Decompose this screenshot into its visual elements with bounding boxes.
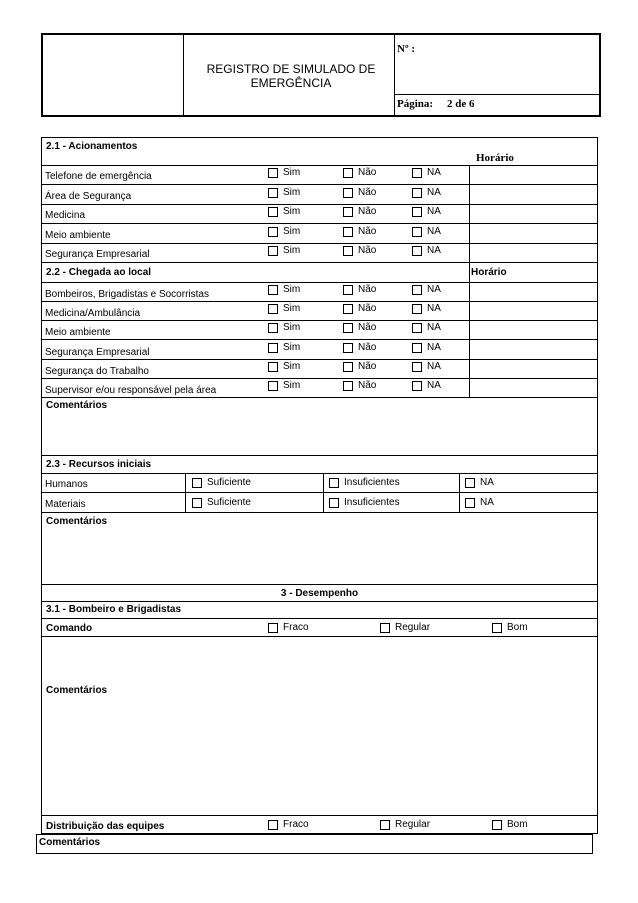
chegada-4-option-label: Sim	[283, 361, 301, 372]
acionamento-1-option-label: Sim	[283, 187, 301, 198]
section-2-3-title: 2.3 - Recursos iniciais	[46, 459, 152, 470]
chegada-row-label: Segurança Empresarial	[45, 347, 150, 358]
row-divider	[41, 455, 598, 456]
chegada-2-checkbox-1[interactable]	[343, 323, 353, 333]
acionamento-2-option-label: Não	[358, 206, 377, 217]
chegada-row-label: Segurança do Trabalho	[45, 366, 149, 377]
acionamento-4-checkbox-1[interactable]	[343, 246, 353, 256]
form-grid	[41, 137, 598, 834]
chegada-2-checkbox-2[interactable]	[412, 323, 422, 333]
recurso-option-label: Insuficientes	[344, 497, 400, 508]
recurso-1-checkbox-0[interactable]	[192, 498, 202, 508]
distribuicao-label: Distribuição das equipes	[46, 821, 165, 832]
acionamento-3-option-label: Sim	[283, 226, 301, 237]
row-divider	[41, 339, 598, 340]
page-value: 2 de 6	[447, 98, 475, 110]
chegada-5-option-label: Sim	[283, 380, 301, 391]
chegada-3-checkbox-2[interactable]	[412, 343, 422, 353]
chegada-row-label: Bombeiros, Brigadistas e Socorristas	[45, 289, 209, 300]
acionamento-3-option-label: NA	[427, 226, 441, 237]
section-2-2-title: 2.2 - Chegada ao local	[46, 267, 152, 278]
row-divider	[41, 184, 598, 185]
chegada-4-checkbox-0[interactable]	[268, 362, 278, 372]
acionamento-4-option-label: NA	[427, 245, 441, 256]
chegada-3-checkbox-1[interactable]	[343, 343, 353, 353]
acionamento-0-option-label: NA	[427, 167, 441, 178]
chegada-3-option-label: Sim	[283, 342, 301, 353]
row-divider	[41, 601, 598, 602]
final-comments-label: Comentários	[39, 837, 101, 848]
acionamento-1-checkbox-2[interactable]	[412, 188, 422, 198]
desempenho-option-label: Regular	[395, 622, 431, 633]
row-divider	[41, 165, 598, 166]
comments-label: Comentários	[46, 516, 108, 527]
form-title: REGISTRO DE SIMULADO DE EMERGÊNCIA	[206, 62, 376, 90]
row-divider	[41, 204, 598, 205]
acionamento-row-label: Telefone de emergência	[45, 171, 152, 182]
recurso-option-label: Insuficientes	[344, 477, 400, 488]
acionamento-0-checkbox-1[interactable]	[343, 168, 353, 178]
desempenho-option-label: Fraco	[283, 622, 309, 633]
acionamento-3-checkbox-2[interactable]	[412, 227, 422, 237]
recurso-option-label: Suficiente	[207, 497, 251, 508]
recurso-0-checkbox-2[interactable]	[465, 478, 475, 488]
desempenho-0-checkbox-2[interactable]	[492, 623, 502, 633]
chegada-0-option-label: Sim	[283, 284, 301, 295]
acionamento-3-checkbox-0[interactable]	[268, 227, 278, 237]
chegada-row-label: Medicina/Ambulância	[45, 308, 141, 319]
acionamento-1-checkbox-1[interactable]	[343, 188, 353, 198]
recurso-1-checkbox-2[interactable]	[465, 498, 475, 508]
chegada-0-checkbox-1[interactable]	[343, 285, 353, 295]
column-divider	[323, 473, 324, 512]
horario-header: Horário	[476, 152, 514, 164]
chegada-0-option-label: Não	[358, 284, 377, 295]
acionamento-2-checkbox-1[interactable]	[343, 207, 353, 217]
chegada-3-checkbox-0[interactable]	[268, 343, 278, 353]
chegada-5-option-label: NA	[427, 380, 441, 391]
acionamento-1-option-label: NA	[427, 187, 441, 198]
row-divider	[41, 320, 598, 321]
recurso-0-checkbox-1[interactable]	[329, 478, 339, 488]
chegada-0-option-label: NA	[427, 284, 441, 295]
acionamento-row-label: Medicina	[45, 210, 86, 221]
horario-header: Horário	[471, 267, 507, 278]
acionamento-row-label: Área de Segurança	[45, 191, 132, 202]
desempenho-0-checkbox-0[interactable]	[268, 623, 278, 633]
row-divider	[41, 584, 598, 585]
chegada-3-option-label: Não	[358, 342, 377, 353]
recurso-option-label: Suficiente	[207, 477, 251, 488]
desempenho-option-label: Fraco	[283, 819, 309, 830]
row-divider	[41, 636, 598, 637]
acionamento-row-label: Meio ambiente	[45, 230, 111, 241]
acionamento-0-checkbox-0[interactable]	[268, 168, 278, 178]
desempenho-0-checkbox-1[interactable]	[380, 623, 390, 633]
row-divider	[41, 512, 598, 513]
chegada-0-checkbox-0[interactable]	[268, 285, 278, 295]
header-divider	[183, 35, 184, 115]
recurso-option-label: NA	[480, 497, 494, 508]
row-divider	[41, 359, 598, 360]
acionamento-2-option-label: NA	[427, 206, 441, 217]
comments-label: Comentários	[46, 400, 108, 411]
chegada-2-option-label: Não	[358, 322, 377, 333]
chegada-1-option-label: Não	[358, 303, 377, 314]
acionamento-0-option-label: Sim	[283, 167, 301, 178]
row-divider	[41, 397, 598, 398]
chegada-0-checkbox-2[interactable]	[412, 285, 422, 295]
row-divider	[41, 815, 598, 816]
section-3-1-title: 3.1 - Bombeiro e Brigadistas	[46, 604, 182, 615]
column-divider	[459, 473, 460, 512]
desempenho-1-checkbox-0[interactable]	[268, 820, 278, 830]
desempenho-option-label: Regular	[395, 819, 431, 830]
acionamento-0-option-label: Não	[358, 167, 377, 178]
final-comments-row	[36, 834, 593, 854]
acionamento-4-checkbox-0[interactable]	[268, 246, 278, 256]
column-divider	[185, 473, 186, 512]
chegada-1-checkbox-1[interactable]	[343, 304, 353, 314]
acionamento-4-option-label: Não	[358, 245, 377, 256]
row-divider	[41, 473, 598, 474]
chegada-1-option-label: Sim	[283, 303, 301, 314]
desempenho-1-checkbox-1[interactable]	[380, 820, 390, 830]
chegada-5-checkbox-2[interactable]	[412, 381, 422, 391]
recurso-1-checkbox-1[interactable]	[329, 498, 339, 508]
row-divider	[41, 243, 598, 244]
acionamento-1-option-label: Não	[358, 187, 377, 198]
section-2-1-title: 2.1 - Acionamentos	[46, 141, 138, 152]
chegada-1-checkbox-2[interactable]	[412, 304, 422, 314]
acionamento-3-checkbox-1[interactable]	[343, 227, 353, 237]
chegada-2-option-label: Sim	[283, 322, 301, 333]
column-divider	[469, 282, 470, 397]
chegada-4-checkbox-2[interactable]	[412, 362, 422, 372]
recurso-option-label: NA	[480, 477, 494, 488]
chegada-row-label: Meio ambiente	[45, 327, 111, 338]
chegada-1-option-label: NA	[427, 303, 441, 314]
chegada-2-checkbox-0[interactable]	[268, 323, 278, 333]
desempenho-option-label: Bom	[507, 622, 528, 633]
chegada-5-option-label: Não	[358, 380, 377, 391]
comando-label: Comando	[46, 623, 93, 634]
acionamento-4-checkbox-2[interactable]	[412, 246, 422, 256]
chegada-5-checkbox-0[interactable]	[268, 381, 278, 391]
acionamento-1-checkbox-0[interactable]	[268, 188, 278, 198]
chegada-3-option-label: NA	[427, 342, 441, 353]
row-divider	[41, 282, 598, 283]
chegada-4-option-label: NA	[427, 361, 441, 372]
recurso-row-label: Humanos	[45, 479, 88, 490]
chegada-4-option-label: Não	[358, 361, 377, 372]
acionamento-3-option-label: Não	[358, 226, 377, 237]
desempenho-1-checkbox-2[interactable]	[492, 820, 502, 830]
desempenho-option-label: Bom	[507, 819, 528, 830]
header-divider	[394, 94, 599, 95]
row-divider	[41, 618, 598, 619]
chegada-5-checkbox-1[interactable]	[343, 381, 353, 391]
recurso-row-label: Materiais	[45, 499, 86, 510]
chegada-4-checkbox-1[interactable]	[343, 362, 353, 372]
acionamento-row-label: Segurança Empresarial	[45, 249, 150, 260]
acionamento-2-checkbox-0[interactable]	[268, 207, 278, 217]
section-3-title: 3 - Desempenho	[280, 588, 359, 599]
acionamento-2-option-label: Sim	[283, 206, 301, 217]
acionamento-2-checkbox-2[interactable]	[412, 207, 422, 217]
recurso-0-checkbox-0[interactable]	[192, 478, 202, 488]
row-divider	[41, 262, 598, 263]
column-divider	[469, 165, 470, 282]
row-divider	[41, 223, 598, 224]
row-divider	[41, 492, 598, 493]
acionamento-0-checkbox-2[interactable]	[412, 168, 422, 178]
chegada-1-checkbox-0[interactable]	[268, 304, 278, 314]
row-divider	[41, 301, 598, 302]
acionamento-4-option-label: Sim	[283, 245, 301, 256]
page-label: Página:	[397, 98, 434, 110]
chegada-row-label: Supervisor e/ou responsável pela área	[45, 385, 217, 396]
number-label: Nº :	[397, 43, 415, 55]
comments-label: Comentários	[46, 685, 108, 696]
chegada-2-option-label: NA	[427, 322, 441, 333]
row-divider	[41, 378, 598, 379]
